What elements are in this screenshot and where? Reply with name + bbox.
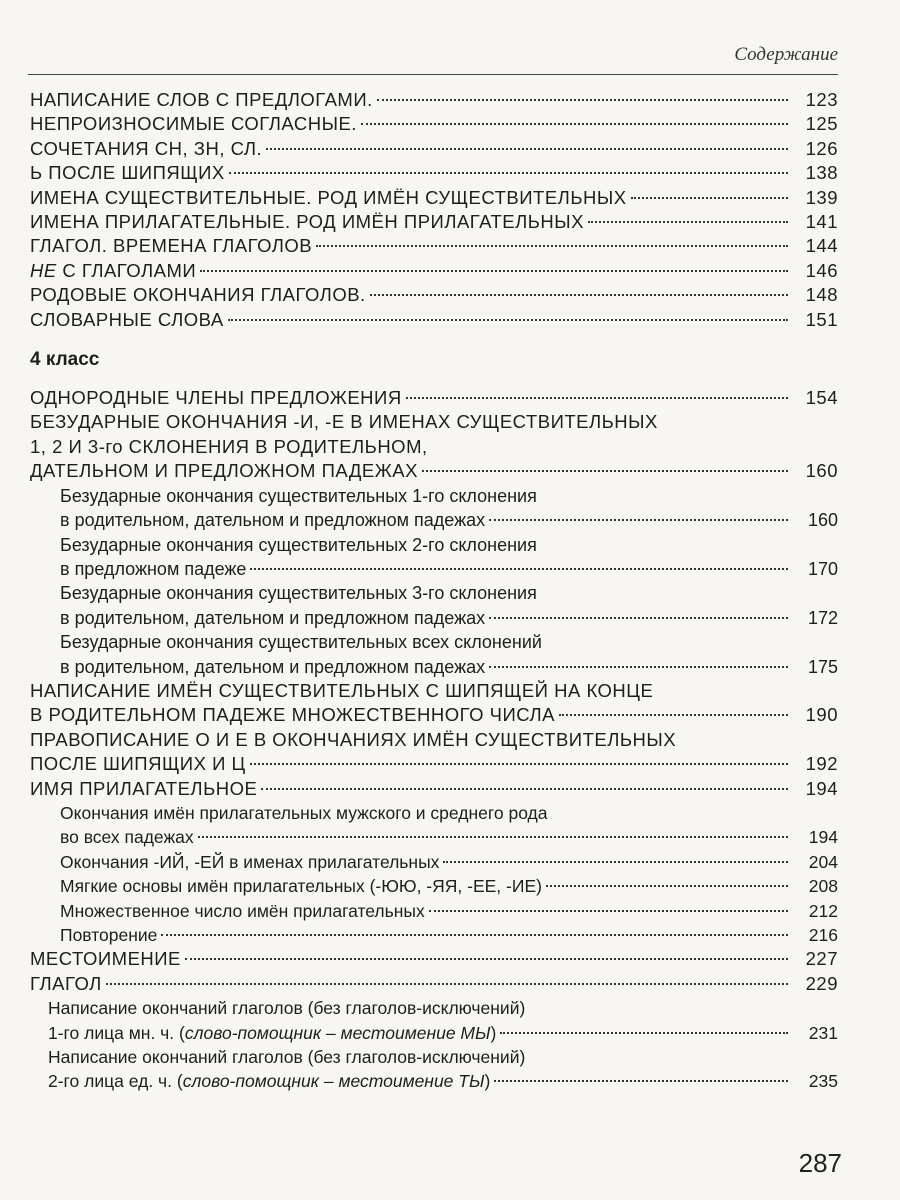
toc-entry [30, 801, 838, 825]
toc-leader-dots [443, 861, 788, 863]
toc-leader-dots [200, 270, 788, 272]
toc-entry-title [60, 825, 194, 849]
toc-entry-title-main: Безударные окончания существительных 2-го склонения [60, 534, 537, 555]
toc-entry-page: 231 [808, 1022, 838, 1043]
toc-leader-dots [631, 197, 788, 199]
toc-entry [30, 533, 838, 557]
toc-entry-title-main: Безударные окончания существительных 3-го склонения [60, 583, 537, 604]
toc-group-grade-3 [30, 88, 838, 332]
toc-entry-title-main: Написание окончаний глаголов (без глаголов-исключений) [48, 998, 526, 1019]
toc-entry-title-main: СОЧЕТАНИЯ СН, ЗН, СЛ. [30, 137, 263, 159]
toc-entry [30, 210, 838, 234]
toc-entry-page: 194 [805, 777, 838, 799]
toc-entry-page: 139 [805, 186, 838, 208]
toc-entry-title-main: в родительном, дательном и предложном падежах [60, 510, 486, 531]
toc-entry [30, 557, 838, 581]
toc-entry [30, 630, 838, 654]
toc-entry-title-italic: слово-помощник – местоимение МЫ [184, 1022, 491, 1043]
toc-entry-title [30, 777, 257, 801]
toc-leader-dots [250, 763, 788, 765]
page-number: 287 [798, 1148, 842, 1178]
toc-entry-title [30, 161, 225, 185]
toc-entry-title-rest: С ГЛАГОЛАМИ [56, 259, 197, 281]
toc-entry-title [30, 283, 366, 307]
toc-entry-title [48, 996, 525, 1020]
toc-entry-title [60, 801, 548, 825]
toc-entry [30, 996, 838, 1020]
toc-entry-page: 190 [805, 704, 838, 726]
toc-entry-title-after: ) [490, 1022, 497, 1043]
toc-entry [30, 137, 838, 161]
toc-entry-title [30, 703, 555, 727]
toc-entry-title-main: Ь ПОСЛЕ ШИПЯЩИХ [30, 162, 225, 184]
toc-entry-page: 141 [805, 211, 838, 233]
toc-leader-dots [316, 245, 788, 247]
toc-entry [30, 1021, 838, 1045]
toc-entry-page: 227 [805, 948, 838, 970]
header-rule [28, 74, 838, 75]
toc-entry-title [30, 410, 658, 434]
toc-entry [30, 88, 838, 112]
toc-entry [30, 459, 838, 483]
toc-entry-title [60, 533, 537, 557]
toc-entry-title [30, 112, 357, 136]
toc-entry-title-main: в родительном, дательном и предложном падежах [60, 656, 486, 677]
toc-entry-title-italic: НЕ [30, 259, 57, 281]
toc-entry [30, 655, 838, 679]
toc-entry-title-main: РОДОВЫЕ ОКОНЧАНИЯ ГЛАГОЛОВ. [30, 284, 366, 306]
toc-entry [30, 752, 838, 776]
toc-entry-page: 160 [805, 460, 838, 482]
toc-entry-page: 192 [805, 753, 838, 775]
toc-entry-title-main: НАПИСАНИЕ СЛОВ С ПРЕДЛОГАМИ. [30, 89, 373, 110]
toc-entry [30, 1045, 838, 1069]
toc-leader-dots [198, 836, 788, 838]
toc-entry-title-main: БЕЗУДАРНЫЕ ОКОНЧАНИЯ -И, -Е В ИМЕНАХ СУЩЕСТВИТЕЛЬНЫХ [30, 411, 658, 433]
toc-entry [30, 777, 838, 801]
toc-entry-title-main: ГЛАГОЛ [30, 972, 102, 994]
toc-entry-page: 146 [805, 259, 838, 281]
toc-entry-title [30, 435, 428, 459]
toc-entry-title-main: НЕПРОИЗНОСИМЫЕ СОГЛАСНЫЕ. [30, 113, 357, 135]
toc-entry [30, 186, 838, 210]
toc-entry-title-main: Повторение [60, 925, 158, 945]
toc-entry-title [30, 137, 262, 161]
toc-entry [30, 825, 838, 849]
toc-entry-title-main: НАПИСАНИЕ ИМЁН СУЩЕСТВИТЕЛЬНЫХ С ШИПЯЩЕЙ НА КОНЦЕ [30, 679, 654, 701]
toc-entry-title [30, 88, 373, 112]
toc-leader-dots [559, 714, 788, 716]
toc-leader-dots [106, 983, 788, 985]
toc-entry-title [60, 581, 537, 605]
toc-leader-dots [406, 397, 788, 399]
toc-group-grade-4 [30, 386, 838, 1094]
toc-entry-page: 170 [807, 558, 838, 579]
toc-entry-page: 148 [805, 284, 838, 306]
toc-entry-title [60, 557, 246, 581]
toc-entry-title [30, 210, 584, 234]
toc-entry-title-main: ОДНОРОДНЫЕ ЧЛЕНЫ ПРЕДЛОЖЕНИЯ [30, 387, 402, 409]
toc-leader-dots [229, 172, 788, 174]
toc-entry-title-after: ) [484, 1071, 491, 1092]
toc-entry-title [60, 508, 485, 532]
toc-entry-title [30, 947, 181, 971]
toc-entry-title-main: во всех падежах [60, 827, 194, 848]
toc-leader-dots [588, 221, 788, 223]
toc-entry [30, 850, 838, 874]
toc-entry-title-main: 1-го лица мн. ч. ( [48, 1022, 185, 1043]
toc-leader-dots [161, 934, 788, 936]
toc-entry [30, 484, 838, 508]
toc-entry-title [60, 630, 542, 654]
toc-leader-dots [266, 148, 788, 150]
toc-entry-page: 126 [805, 137, 838, 159]
toc-leader-dots [261, 788, 788, 790]
toc-entry-page: 172 [807, 607, 838, 628]
toc-entry [30, 1069, 838, 1093]
toc-entry-title [48, 1045, 525, 1069]
toc-entry-page: 216 [808, 925, 838, 945]
toc-entry-page: 151 [805, 308, 838, 330]
toc-entry [30, 679, 838, 703]
toc-entry-title-italic: слово-помощник – местоимение ТЫ [182, 1071, 485, 1092]
toc-entry-page: 125 [805, 113, 838, 135]
toc-entry-title [30, 234, 312, 258]
toc-entry-title-main: Написание окончаний глаголов (без глаголов-исключений) [48, 1047, 526, 1068]
toc-entry-title-main: ГЛАГОЛ. ВРЕМЕНА ГЛАГОЛОВ [30, 235, 313, 257]
toc-entry-page: 212 [808, 900, 838, 921]
toc-entry [30, 703, 838, 727]
toc-leader-dots [489, 617, 788, 619]
toc-entry [30, 874, 838, 898]
toc-entry-title-main: Окончания имён прилагательных мужского и среднего рода [60, 802, 548, 823]
toc-entry-title-main: ИМЕНА ПРИЛАГАТЕЛЬНЫЕ. РОД ИМЁН ПРИЛАГАТЕЛЬНЫХ [30, 211, 584, 233]
toc-entry-title-main: Окончания -ИЙ, -ЕЙ в именах прилагательных [60, 851, 440, 872]
toc-entry-title-main: СЛОВАРНЫЕ СЛОВА [30, 308, 224, 330]
toc-entry-title [30, 386, 402, 410]
toc-entry-page: 160 [807, 510, 838, 531]
toc-entry-title-main: В РОДИТЕЛЬНОМ ПАДЕЖЕ МНОЖЕСТВЕННОГО ЧИСЛА [30, 704, 555, 726]
toc-entry-title-main: 1, 2 И 3-го СКЛОНЕНИЯ В РОДИТЕЛЬНОМ, [30, 435, 428, 457]
toc-leader-dots [228, 319, 788, 321]
toc-entry-page: 208 [808, 876, 838, 897]
toc-entry-title [30, 259, 196, 283]
toc-entry-title [30, 459, 418, 483]
toc-entry-title [48, 1021, 496, 1045]
toc-entry-title [60, 899, 425, 923]
toc-entry-page: 235 [808, 1071, 838, 1092]
toc-entry-title-main: Мягкие основы имён прилагательных (-ЮЮ, -ЯЯ, -ЕЕ, -ИЕ) [60, 876, 542, 897]
toc-entry-title-main: Безударные окончания существительных всех склонений [60, 632, 542, 653]
toc-leader-dots [361, 123, 788, 125]
toc-entry-page: 194 [808, 827, 838, 848]
toc-leader-dots [422, 470, 788, 472]
toc-entry-title-main: в родительном, дательном и предложном падежах [60, 607, 486, 628]
toc-entry-page: 123 [805, 89, 838, 110]
toc-entry [30, 386, 838, 410]
toc-entry [30, 728, 838, 752]
running-header-title: Содержание [734, 44, 838, 65]
toc-entry-title-main: 2-го лица ед. ч. ( [48, 1071, 183, 1092]
toc-entry-title-main: ИМЕНА СУЩЕСТВИТЕЛЬНЫЕ. РОД ИМЁН СУЩЕСТВИТЕЛЬНЫХ [30, 186, 627, 208]
toc-entry-title-main: Безударные окончания существительных 1-го склонения [60, 485, 537, 506]
toc-entry-title-main: в предложном падеже [60, 558, 247, 579]
toc-leader-dots [185, 958, 788, 960]
toc-entry [30, 947, 838, 971]
toc-entry-title [60, 484, 537, 508]
toc-entry-page: 138 [805, 162, 838, 184]
toc-entry [30, 899, 838, 923]
toc-entry [30, 972, 838, 996]
section-heading: 4 класс [30, 349, 100, 371]
toc-leader-dots [500, 1032, 788, 1034]
toc-entry-page: 154 [805, 387, 838, 409]
toc-entry-title [60, 606, 485, 630]
toc-leader-dots [377, 99, 788, 101]
toc-entry-title-main: ПОСЛЕ ШИПЯЩИХ И Ц [30, 753, 246, 775]
toc-entry-title [48, 1069, 490, 1093]
toc-entry-title [60, 850, 439, 874]
toc-leader-dots [370, 294, 788, 296]
toc-entry-title-main: МЕСТОИМЕНИЕ [30, 948, 181, 970]
toc-entry-title [60, 874, 542, 898]
toc-entry [30, 606, 838, 630]
toc-entry [30, 410, 838, 434]
toc-entry-title [30, 308, 224, 332]
toc-entry-title-main: ПРАВОПИСАНИЕ О И Е В ОКОНЧАНИЯХ ИМЁН СУЩЕСТВИТЕЛЬНЫХ [30, 728, 677, 750]
toc-entry [30, 581, 838, 605]
toc-entry [30, 112, 838, 136]
toc-entry-title-main: ИМЯ ПРИЛАГАТЕЛЬНОЕ [30, 777, 258, 799]
toc-entry-page: 144 [805, 235, 838, 257]
toc-entry-title [60, 655, 485, 679]
toc-leader-dots [546, 885, 788, 887]
toc-entry [30, 259, 838, 283]
toc-entry-title [30, 679, 653, 703]
table-of-contents [30, 88, 838, 1094]
toc-entry [30, 508, 838, 532]
toc-entry-title [60, 923, 157, 947]
toc-entry [30, 234, 838, 258]
toc-leader-dots [494, 1080, 788, 1082]
toc-leader-dots [489, 519, 788, 521]
toc-entry-page: 204 [808, 851, 838, 872]
toc-entry-title [30, 728, 676, 752]
toc-leader-dots [250, 568, 788, 570]
toc-entry-page: 175 [807, 656, 838, 677]
toc-entry-title-main: Множественное число имён прилагательных [60, 900, 425, 921]
toc-entry [30, 923, 838, 947]
toc-entry-page: 229 [805, 972, 838, 994]
toc-entry [30, 435, 838, 459]
toc-entry-title-main: ДАТЕЛЬНОМ И ПРЕДЛОЖНОМ ПАДЕЖАХ [30, 460, 418, 482]
toc-entry [30, 308, 838, 332]
toc-entry-title [30, 972, 102, 996]
toc-entry-title [30, 186, 627, 210]
toc-leader-dots [489, 666, 788, 668]
toc-entry [30, 283, 838, 307]
toc-entry [30, 161, 838, 185]
toc-entry-title [30, 752, 246, 776]
toc-leader-dots [429, 910, 788, 912]
